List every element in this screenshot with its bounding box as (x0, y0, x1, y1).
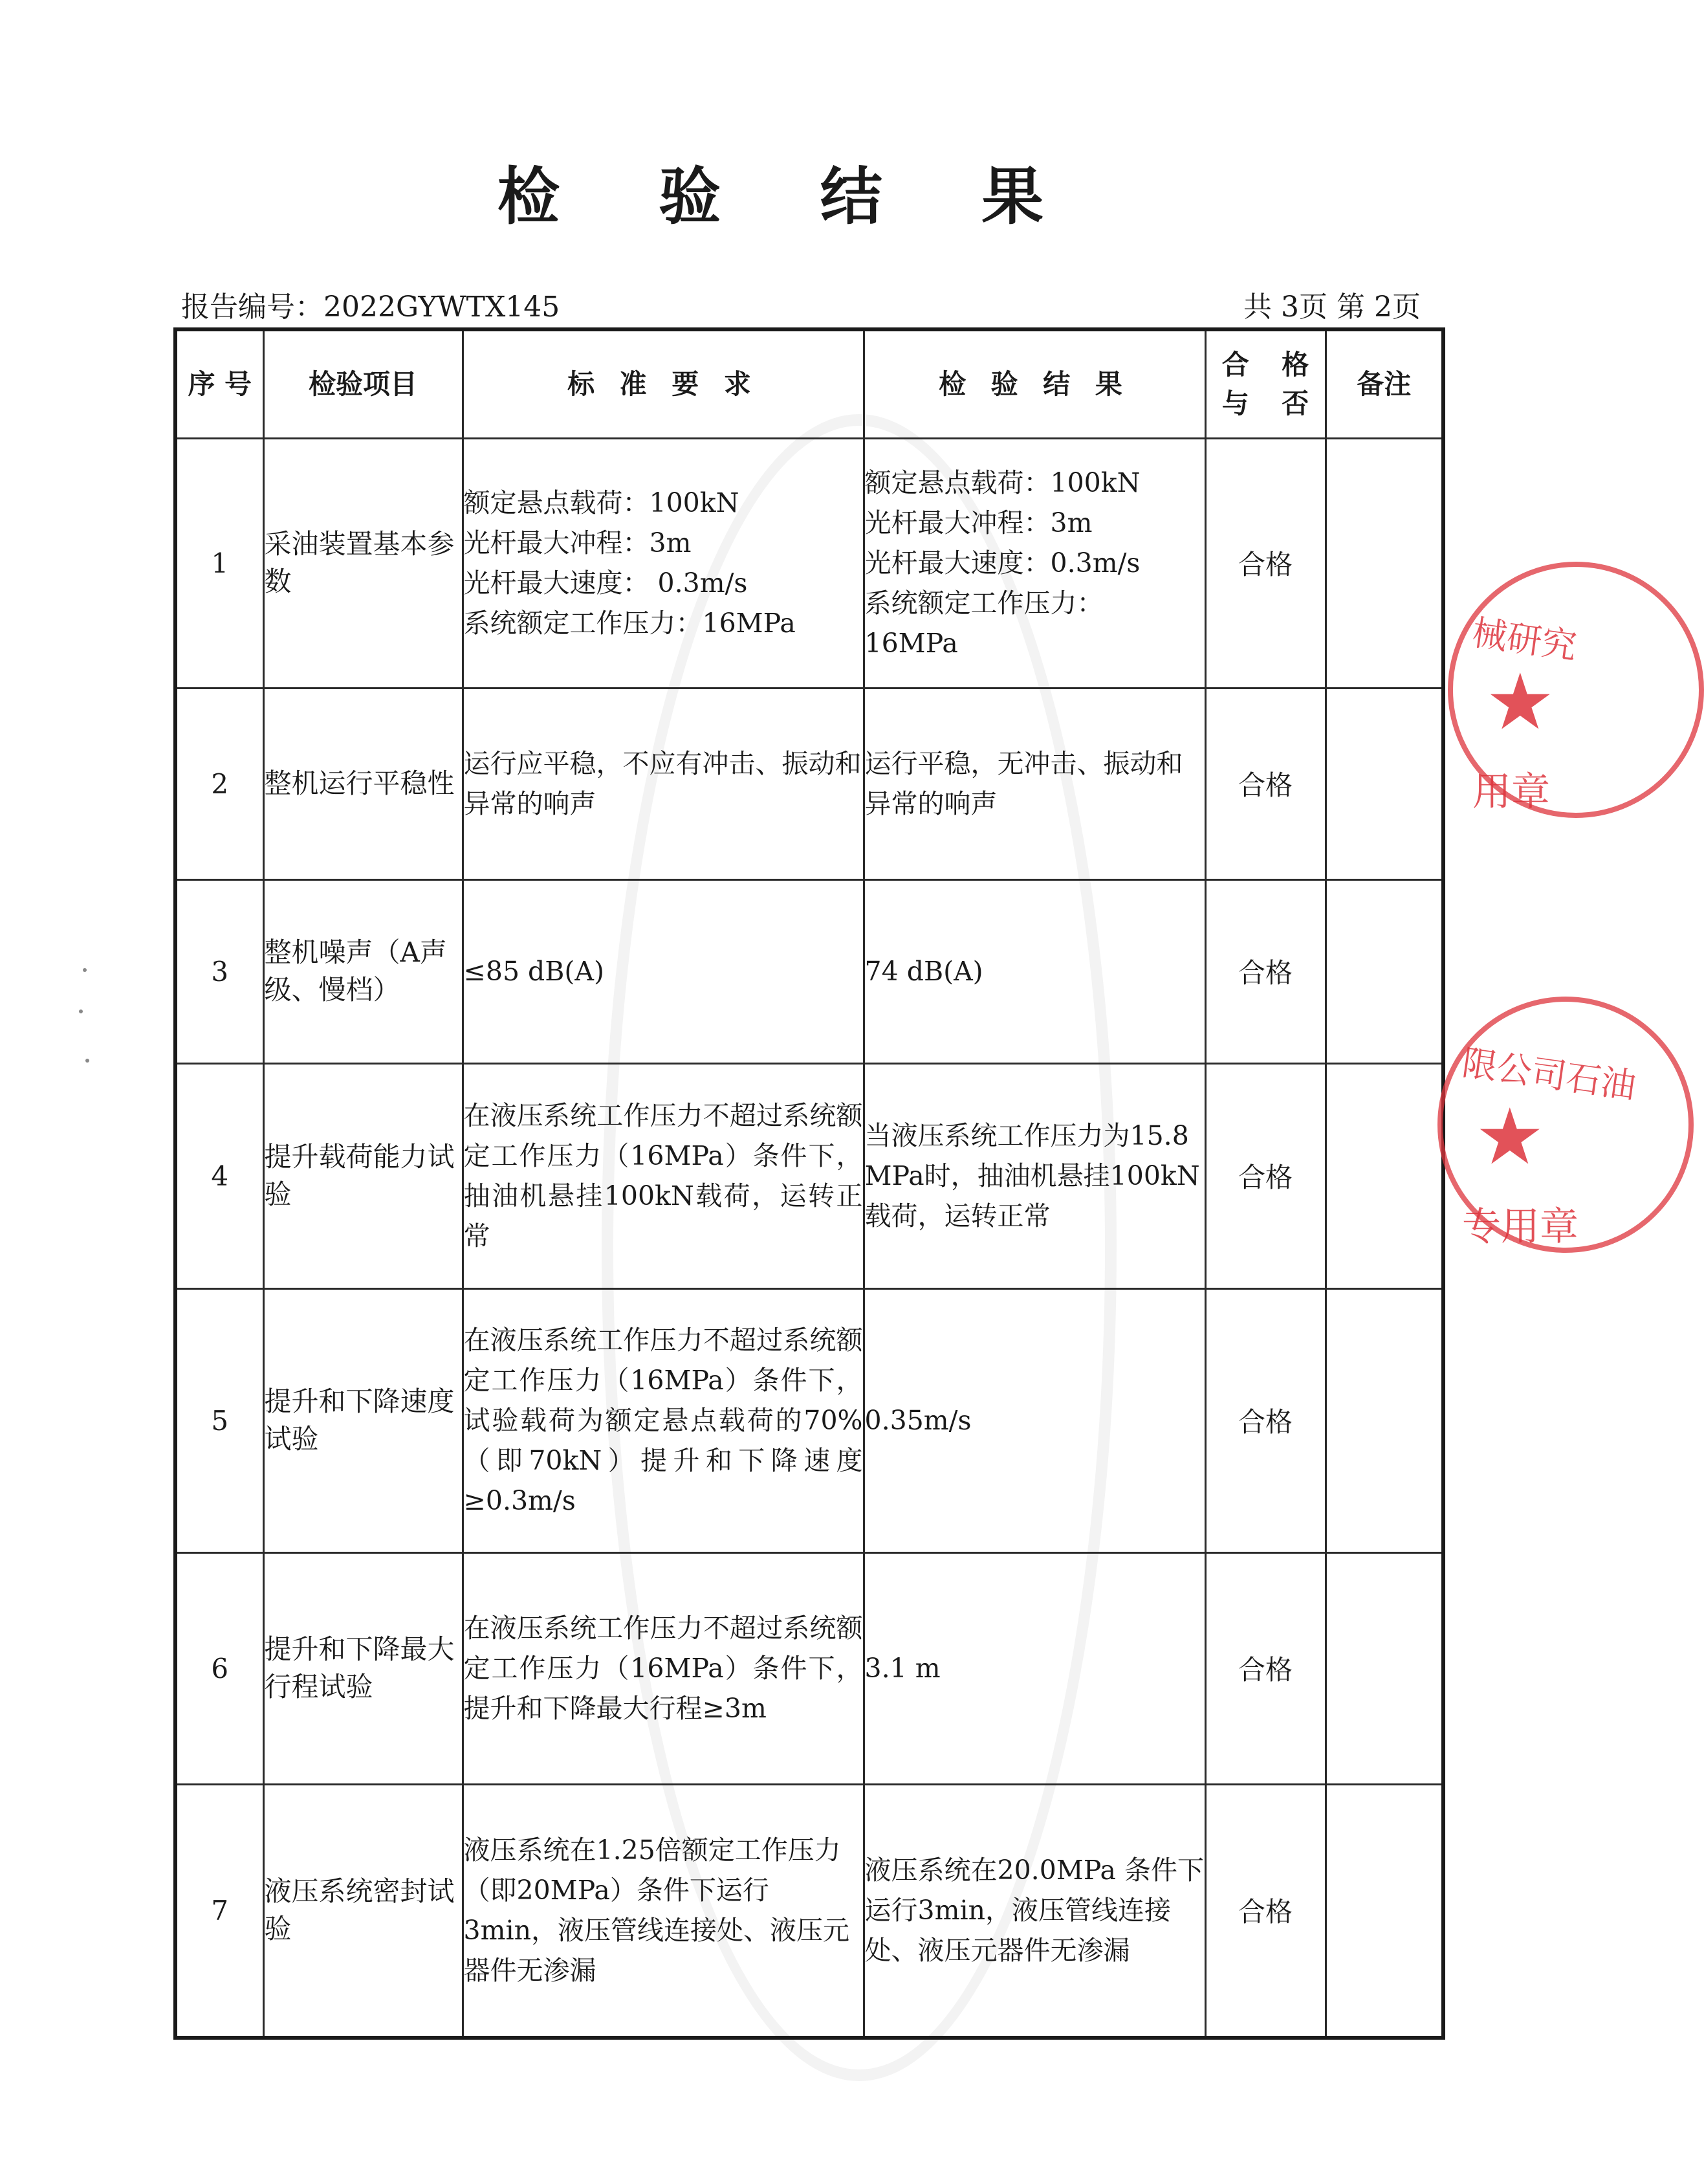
seal-star-icon: ★ (1485, 657, 1555, 747)
row-standard: 在液压系统工作压力不超过系统额定工作压力（16MPa）条件下， 提升和下降最大行程≥3m (463, 1552, 864, 1784)
row-item: 提升和下降速度试验 (263, 1288, 463, 1552)
row-remark (1326, 1784, 1443, 2038)
official-seal (1437, 997, 1694, 1253)
row-pass: 合格 (1205, 1288, 1326, 1552)
scan-speck (79, 1009, 83, 1013)
table-row (175, 1552, 1443, 1784)
table-row (175, 688, 1443, 879)
row-no: 3 (175, 879, 263, 1063)
row-standard: ≤85 dB(A) (463, 879, 864, 1063)
page-title: 检 验 结 果 (497, 160, 1083, 233)
row-result: 3.1 m (864, 1552, 1205, 1784)
standard-line: 系统额定工作压力：16MPa (463, 608, 796, 639)
scan-speck (85, 1059, 89, 1063)
row-pass: 合格 (1205, 438, 1326, 688)
row-remark (1326, 438, 1443, 688)
header-no: 序 号 (175, 329, 263, 438)
row-no: 6 (175, 1552, 263, 1784)
results-table (173, 327, 1445, 2040)
row-remark (1326, 688, 1443, 879)
table-row (175, 1784, 1443, 2038)
row-result: 0.35m/s (864, 1288, 1205, 1552)
header-pass (1205, 329, 1326, 438)
row-result: 运行平稳，无冲击、振动和异常的响声 (864, 688, 1205, 879)
result-line: 光杆最大冲程：3m (864, 507, 1093, 538)
standard-line: 光杆最大速度： 0.3m/s (463, 568, 748, 599)
row-standard (463, 438, 864, 688)
row-remark (1326, 1288, 1443, 1552)
header-item: 检验项目 (263, 329, 463, 438)
result-line: 额定悬点载荷：100kN (864, 467, 1141, 498)
row-standard: 在液压系统工作压力不超过系统额定工作压力（16MPa）条件下，试验载荷为额定悬点载荷的70%（即70kN）提升和下降速度≥0.3m/s (463, 1288, 864, 1552)
table-row (175, 1288, 1443, 1552)
row-item: 整机噪声（A声级、慢档） (263, 879, 463, 1063)
row-pass: 合格 (1205, 879, 1326, 1063)
row-result (864, 438, 1205, 688)
row-standard: 液压系统在1.25倍额定工作压力（即20MPa）条件下运行3min，液压管线连接处、液压元器件无渗漏 (463, 1784, 864, 2038)
standard-line: 额定悬点载荷：100kN (463, 487, 739, 518)
seal-bottom-text: 专用章 (1462, 1204, 1578, 1250)
row-no: 4 (175, 1063, 263, 1288)
header-result: 检 验 结 果 (864, 329, 1205, 438)
report-number-value: 2022GYWTX145 (323, 291, 560, 324)
seal-bottom-text: 用章 (1472, 769, 1550, 815)
seal-star-icon: ★ (1475, 1092, 1545, 1182)
row-pass: 合格 (1205, 688, 1326, 879)
page-info: 共 3页 第 2页 (1243, 291, 1421, 324)
row-result: 液压系统在20.0MPa 条件下运行3min，液压管线连接处、液压元器件无渗漏 (864, 1784, 1205, 2038)
standard-line: 光杆最大冲程：3m (463, 527, 692, 558)
row-pass: 合格 (1205, 1784, 1326, 2038)
seal-arc-text: 械研究 (1469, 612, 1580, 667)
header-pass-line2: 与 否 (1221, 387, 1321, 419)
report-meta (180, 283, 1421, 322)
result-line: 光杆最大速度：0.3m/s (864, 547, 1141, 579)
seal-arc-text: 限公司石油 (1459, 1042, 1639, 1107)
result-line: 16MPa (864, 628, 958, 659)
row-item: 整机运行平稳性 (263, 688, 463, 879)
row-item: 提升载荷能力试验 (263, 1063, 463, 1288)
report-number-label: 报告编号： (181, 291, 323, 324)
table-row (175, 438, 1443, 688)
row-remark (1326, 879, 1443, 1063)
row-no: 5 (175, 1288, 263, 1552)
official-seal (1448, 562, 1704, 818)
header-pass-line1: 合 格 (1221, 348, 1321, 381)
table-row (175, 879, 1443, 1063)
row-pass: 合格 (1205, 1552, 1326, 1784)
table-header-row (175, 329, 1443, 438)
row-no: 1 (175, 438, 263, 688)
row-standard: 在液压系统工作压力不超过系统额定工作压力（16MPa）条件下，抽油机悬挂100kN载荷，运转正常 (463, 1063, 864, 1288)
row-pass: 合格 (1205, 1063, 1326, 1288)
table-row (175, 1063, 1443, 1288)
row-remark (1326, 1552, 1443, 1784)
row-item: 提升和下降最大行程试验 (263, 1552, 463, 1784)
row-item: 采油装置基本参数 (263, 438, 463, 688)
scan-speck (83, 968, 87, 972)
row-standard: 运行应平稳，不应有冲击、振动和异常的响声 (463, 688, 864, 879)
row-remark (1326, 1063, 1443, 1288)
row-no: 7 (175, 1784, 263, 2038)
row-no: 2 (175, 688, 263, 879)
header-standard: 标 准 要 求 (463, 329, 864, 438)
row-result: 当液压系统工作压力为15.8 MPa时，抽油机悬挂100kN载荷，运转正常 (864, 1063, 1205, 1288)
header-remark: 备注 (1326, 329, 1443, 438)
row-result: 74 dB(A) (864, 879, 1205, 1063)
report-number (181, 283, 560, 325)
result-line: 系统额定工作压力： (864, 588, 1104, 619)
row-item: 液压系统密封试验 (263, 1784, 463, 2038)
